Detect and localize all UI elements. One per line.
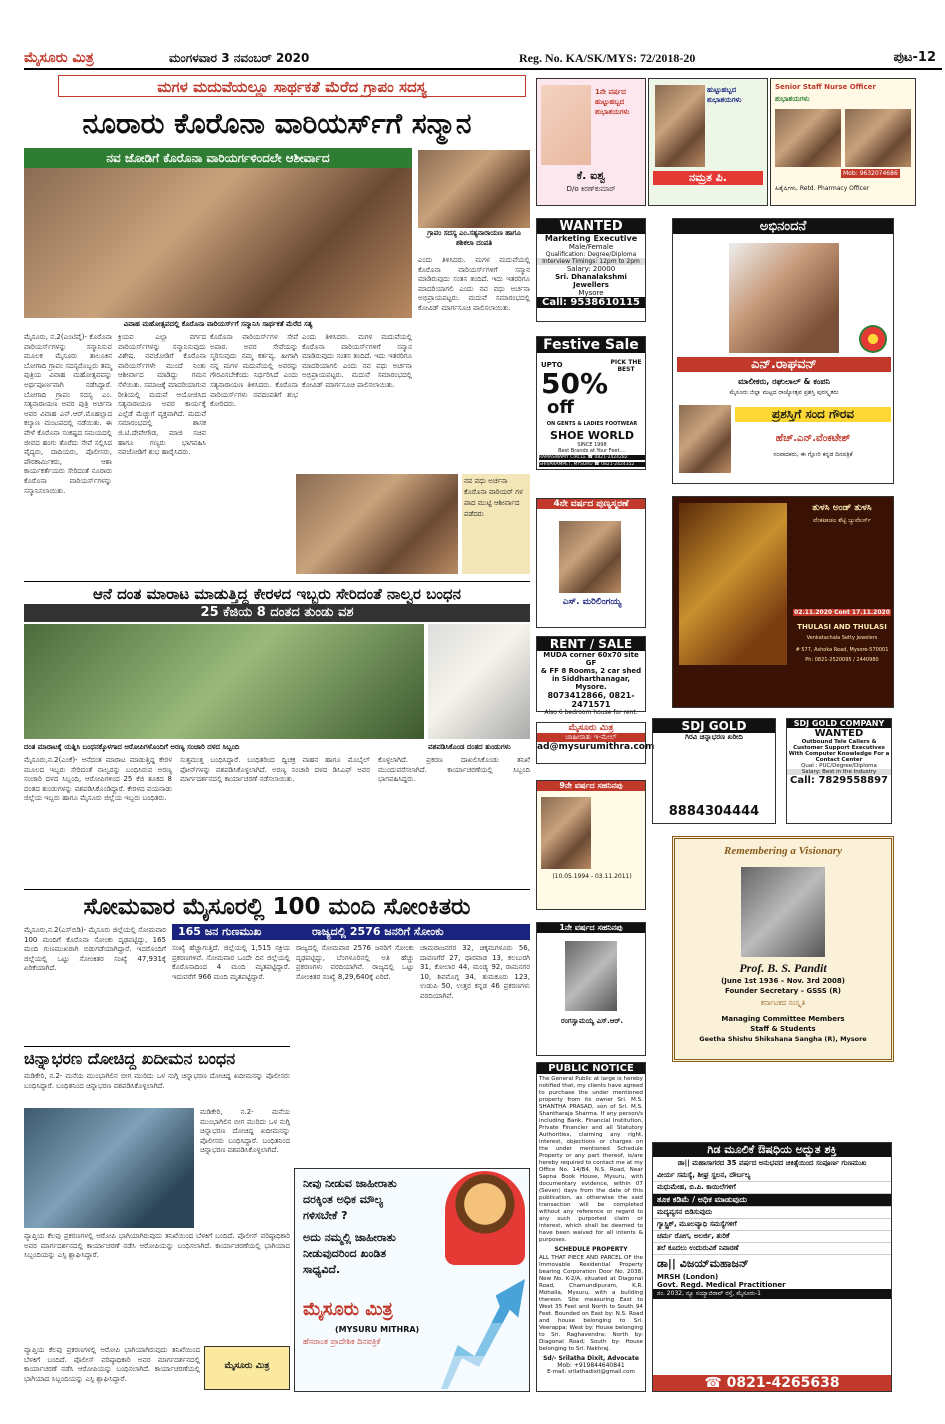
birthday-1-title: 1ನೇ ವರ್ಷದ ಹುಟ್ಟುಹಬ್ಬದ ಶುಭಾಶಯಗಳು <box>595 88 630 116</box>
sdj-company-wanted: WANTED <box>814 728 864 739</box>
house-ad-line-3: ಗಳಿಸಬೇಕೆ ? <box>303 1209 348 1222</box>
notice-mob: Mob: +919844640841 <box>557 1362 625 1369</box>
sdj-company-call: Call: 7829558897 <box>789 775 888 786</box>
wanted-role: Marketing Executive <box>544 234 638 243</box>
ivory-column-3: ಕೊಳ್ಳಲಾಗಿದೆ. ಪ್ರಕರಣ ದಾಖಲಿಸಿಕೊಂಡು ತನಿಖೆ ಮುಂದುವರೆಸಲಾಗಿದೆ. ಕಾರ್ಯಾಚರಣೆಯಲ್ಲಿ ಸಿಬ್ಬಂದಿ ಭಾಗವಹಿಸಿದ್ದರು. <box>378 756 530 784</box>
memory-ad <box>672 836 894 1062</box>
wanted-call: Call: 9538610115 <box>537 297 645 308</box>
wish-3-photo-1 <box>775 109 841 167</box>
ivory-arrest-caption: ದಂತ ಮಾರಾಟಕ್ಕೆ ಯತ್ನಿಸಿ ಬಂಧನಕ್ಕೊಳಗಾದ ಆರೋಪಿಗಳೊಂದಿಗೆ ಅರಣ್ಯ ಸಂಚಾರಿ ದಳದ ಸಿಬ್ಬಂದಿ <box>24 743 240 751</box>
wish-3-title: ಶುಭಾಶಯಗಳು <box>775 95 810 103</box>
herbal-medicine-ad <box>652 1142 892 1392</box>
theft-column-1: ಮಡಿಕೇರಿ, ನ.2- ಮನೆಯ ಮುಂಭಾಗಿಲಿನ ಬೀಗ ಮುರಿದು ಒಳ ನುಗ್ಗಿ ಚಿನ್ನಾಭರಣ ದೋಚಿದ್ದ ಖದೀಮನನ್ನು ಪೊಲೀಸರು ಬಂಧಿಸಿದ್ದಾರೆ. ಬಂಧಿತನಿಂದ ಚಿನ್ನಾಭರಣ ವಶಪಡಿಸಿಕೊಳ್ಳಲಾಗಿದೆ. <box>24 1072 290 1090</box>
ivory-tusks-photo <box>428 624 530 739</box>
thulasi-title: ತುಳಸಿ ಅಂಡ್ ತುಳಸಿ <box>812 503 872 513</box>
covid-column-4: ಚಾಮರಾಜನಗರ 32, ಚಿಕ್ಕಮಗಳೂರು 56, ದಾವಣಗೆರೆ 27, ಧಾರವಾಡ 13, ಕಲಬುರಗಿ 31, ಕೋಲಾರ 44, ಮಂಡ್ಯ 92, ರಾಮನಗರ 10, ಶಿವಮೊಗ್ಗ 34, ತುಮಕೂರು 123, ಉಡುಪಿ 50, ಉತ್ತರ ಕನ್ನಡ 46 ಪ್ರಕರಣಗಳು ವರದಿಯಾಗಿವೆ. <box>420 944 530 1000</box>
nuptial-photo <box>559 521 621 593</box>
house-ad-line-1: ನೀವು ನೀಡುವ ಜಾಹೀರಾತು <box>303 1177 397 1190</box>
wish-ad-3 <box>770 78 916 206</box>
festive-address-2: SHIVARAMPET, MYSURU ☎ 0821-2424352 <box>539 462 645 467</box>
wish-3-photo-2 <box>845 109 911 167</box>
sdj-gold-phone: 8884304444 <box>668 804 760 819</box>
sdj-company-title: SDJ GOLD COMPANY <box>787 719 891 728</box>
memory-role: Founder Secretary – GSSS (R) <box>725 987 841 995</box>
birthday-2-name: ನಮ್ರತ ಪಿ. <box>653 171 763 185</box>
birthday-ad-1 <box>536 78 646 206</box>
thulasi-shop-photo <box>679 503 787 665</box>
lead-column-4: ಎಂದು ತಿಳಿಸಿದರು. ಮಗಳ ಮದುವೆಯಲ್ಲಿ ಕೊರೊನಾ ವಾರಿಯರ್ಸ್‌ಗಳಿಗೆ ಸನ್ಮಾನ ಮಾಡಿರುವುದು ಸಂತಸ ತಂದಿದೆ. ಇದು ಇತರರಿಗೂ ಮಾದರಿಯಾಗಲಿ ಎಂದು ನವ ವಧು ಅರ್ಚನಾ ಅಭಿಪ್ರಾಯಪಟ್ಟರು. ಮದುವೆ ಸಮಾರಂಭದಲ್ಲಿ ಕೋವಿಡ್ ಮಾರ್ಗಸೂಚಿ ಪಾಲಿಸಲಾಯಿತು. <box>302 333 412 389</box>
anniversary-9-photo <box>541 797 591 869</box>
festive-pick: PICK THE BEST <box>610 359 642 373</box>
memory-from-1: Managing Committee Members <box>721 1015 845 1023</box>
masthead-reg: Reg. No. KA/SK/MYS: 72/2018-20 <box>519 51 696 65</box>
public-notice <box>536 1062 646 1392</box>
wanted-title: WANTED <box>537 219 645 234</box>
covid-state-cases: ರಾಜ್ಯದಲ್ಲಿ 2576 ಜನರಿಗೆ ಸೋಂಕು <box>312 925 444 938</box>
thulasi-phone: Ph: 0821-2520095 / 2440980 <box>805 657 879 663</box>
email-ad-address: ad@mysurumithra.com <box>537 742 655 752</box>
herbal-regd: Govt. Regd. Medical Practitioner <box>657 1281 786 1289</box>
house-ad-line-6: ಸಾಧ್ಯವಿದೆ. <box>303 1263 341 1276</box>
email-ad-label: ಜಾಹೀರಾತು ಇ-ಮೇಲ್ <box>537 733 645 742</box>
herbal-item-3: ತೂಕ ಕಡಿಮೆ / ಅಧಿಕ ಮಾಡುವುದು <box>653 1194 891 1207</box>
lead-column-1: ಮೈಸೂರು, ನ.2(ಎಂಟಿವೈ)- ಕೊರೊನಾ ವಾರಿಯರ್ಸ್‌ಗಳನ್ನು ಸನ್ಮಾನಿಸುವ ಮೂಲಕ ಮೈಸೂರು ತಾಲೂಕಿನ ಬೋಗಾದಿ ಗ್ರಾಪಂ ಸದಸ್ಯರೊಬ್ಬರು ತಮ್ಮ ಪುತ್ರಿಯ ವಿವಾಹ ಮಹೋತ್ಸವವನ್ನು ಅರ್ಥಪೂರ್ಣವಾಗಿ ನಡೆಸಿದ್ದಾರೆ. ಬೋಗಾದಿ ಗ್ರಾಪಂ ಸದಸ್ಯ ಎಂ. ಸತ್ಯನಾರಾಯಣ ಅವರ ಪುತ್ರಿ ಅರ್ಚನಾ ಅವರ ವಿವಾಹ ಎನ್.ಆರ್.ಮೊಹಲ್ಲಾದ ಕಲ್ಯಾಣ ಮಂಟಪದಲ್ಲಿ ನಡೆಯಿತು. ಈ ವೇಳೆ ಕೊರೊನಾ ಸಂಕಷ್ಟದ ಸಮಯದಲ್ಲಿ ಜೀವದ ಹಂಗು ತೊರೆದು ಸೇವೆ ಸಲ್ಲಿಸಿದ ವೈದ್ಯರು, ದಾದಿಯರು, ಪೊಲೀಸರು, ಪೌರಕಾರ್ಮಿಕರು, ಆಶಾ ಕಾರ್ಯಕರ್ತೆಯರು ಸೇರಿದಂತೆ ನೂರಾರು ಕೊರೊನಾ ವಾರಿಯರ್ಸ್‌ಗಳನ್ನು ಸನ್ಮಾನಿಸಲಾಯಿತು. <box>24 333 112 495</box>
anniversary-1-title: 1ನೇ ವರ್ಷದ ಸಹನಿನಪು <box>537 923 645 933</box>
wanted-company: Sri. Dhanalakshmi Jewellers <box>555 273 627 289</box>
covid-column-3: ರಾಜ್ಯದಲ್ಲಿ ಸೋಮವಾರ 2576 ಜನರಿಗೆ ಸೋಂಕು ದೃಢಪಟ್ಟಿದ್ದು, ಬೆಂಗಳೂರಿನಲ್ಲಿ ಅತಿ ಹೆಚ್ಚು ಪ್ರಕರಣಗಳು ವರದಿಯಾಗಿವೆ. ರಾಜ್ಯದಲ್ಲಿ ಒಟ್ಟು ಸೋಂಕಿತರ ಸಂಖ್ಯೆ 8,29,640ಕ್ಕೆ ಏರಿದೆ. <box>296 944 414 981</box>
lead-headline: ನೂರಾರು ಕೊರೊನಾ ವಾರಿಯರ್ಸ್‌ಗೆ ಸನ್ಮಾನ <box>82 107 472 140</box>
birthday-1-photo <box>541 85 591 165</box>
email-ad-brand: ಮೈಸೂರು ಮಿತ್ರ <box>568 723 614 733</box>
theft-column-4: ವ್ಯಾಪ್ತಿಯ ಕೆಲವು ಪ್ರಕರಣಗಳಲ್ಲಿ ಆರೋಪಿ ಭಾಗಿಯಾಗಿರುವುದು ತನಿಖೆಯಿಂದ ಬೆಳಕಿಗೆ ಬಂದಿದೆ. ಪೊಲೀಸ್ ವರಿಷ್ಠಾಧಿಕಾರಿ ಅವರ ಮಾರ್ಗದರ್ಶನದಲ್ಲಿ ಕಾರ್ಯಾಚರಣೆ ನಡೆಸಿ ಆರೋಪಿಯನ್ನು ಬಂಧಿಸಲಾಗಿದೆ. ಕಾರ್ಯಾಚರಣೆಯಲ್ಲಿ ಭಾಗಿಯಾದ ಸಿಬ್ಬಂದಿಯನ್ನು ಎಸ್ಪಿ ಶ್ಲಾಘಿಸಿದ್ದಾರೆ. <box>24 1346 200 1383</box>
tribute-title: ಅಭಿನಂದನೆ <box>673 219 893 234</box>
ivory-arrest-photo <box>24 624 424 739</box>
growth-arrow-icon <box>441 1279 525 1389</box>
sdj-company-line-4: Contact Center <box>815 757 863 763</box>
memory-photo <box>741 867 825 957</box>
masthead <box>24 50 942 70</box>
sdj-gold-title: SDJ GOLD <box>653 719 775 733</box>
rent-line-3: in Siddharthanagar, Mysore. <box>551 675 631 691</box>
page-number: ಪುಟ-12 <box>893 50 936 65</box>
birthday-1-name: ಕೆ. ಐಶ್ವ <box>576 169 606 182</box>
theft-headline: ಚಿನ್ನಾಭರಣ ದೋಚಿದ್ದ ಖದೀಮನ ಬಂಧನ <box>24 1046 290 1070</box>
ivory-column-2: ಸುತ್ತಮುತ್ತ ಬಂಧಿಸಿದ್ದಾರೆ. ಬಂಧಿತರಿಂದ ದ್ವಿಚಕ್ರ ವಾಹನ ಹಾಗೂ ಮೊಬೈಲ್ ಫೋನ್‌ಗಳನ್ನು ವಶಪಡಿಸಿಕೊಳ್ಳಲಾಗಿದೆ. ಅರಣ್ಯ ಸಂಚಾರಿ ದಳದ ಡಿಸಿಎಫ್ ಅವರ ಮಾರ್ಗದರ್ಶನದಲ್ಲಿ ಕಾರ್ಯಾಚರಣೆ ನಡೆಸಲಾಯಿತು. <box>180 756 370 784</box>
wanted-gender: Male/Female <box>568 243 614 251</box>
herbal-address: ನಂ. 2032, ನ್ಯೂ ಸಯ್ಯಾಜಿರಾವ್ ರಸ್ತೆ, ಮೈಸೂರು-1 <box>653 1289 891 1299</box>
herbal-item-6: ಚರ್ಮ ರೋಗ, ಅಲರ್ಜಿ, ತುರಿಕೆ <box>653 1231 891 1243</box>
thulasi-name-2: Venkatachala Setty Jewelers <box>806 635 878 641</box>
nuptial-title: 4ನೇ ವರ್ಷದ ಪುಣ್ಯಸ್ಮರಣೆ <box>537 499 645 509</box>
rent-line-1: MUDA corner 60x70 site GF <box>543 651 639 667</box>
herbal-intro: ಡಾ|| ಮಹಾಸಾಗರದ 35 ವರ್ಷದ ಅನುಭವದ ಚಿಕಿತ್ಸೆಯಿಂದ ಸಂಪೂರ್ಣ ಗುಣಮುಖ <box>677 1159 867 1167</box>
tribute-desc-1: ಮಾಲೀಕರು, ರಘುಲಾಲ್ & ಕಂಪನಿ <box>738 377 830 386</box>
sdj-company-qual: Qual : PUC/Degree/Diploma <box>801 763 877 769</box>
herbal-item-5: ಗ್ಯಾಸ್ಟ್ರಿಕ್, ಮೂಲವ್ಯಾಧಿ ಸಮಸ್ಯೆಗಳಿಗೆ <box>653 1219 891 1231</box>
birthday-1-parents: D/o ಕಿರಣ್‌ಕುಮಾರ್ <box>566 185 616 193</box>
rent-line-2: & FF 8 Rooms, 2 car shed <box>540 667 642 675</box>
wish-3-mob: Mob: 9632074686 <box>843 170 898 177</box>
wanted-salary: Salary: 20000 <box>566 265 616 273</box>
anniversary-1-ad <box>536 922 646 1056</box>
covid-column-1: ಮೈಸೂರು,ನ.2(ಎಸ್‌ಬಿಡಿ)- ಮೈಸೂರು ಜಿಲ್ಲೆಯಲ್ಲಿ ಸೋಮವಾರ 100 ಮಂದಿಗೆ ಕೊರೊನಾ ಸೋಂಕು ದೃಢಪಟ್ಟಿದ್ದು, 165 ಮಂದಿ ಗುಣಮುಖರಾಗಿ ಬಿಡುಗಡೆಯಾಗಿದ್ದಾರೆ. ಇದರೊಂದಿಗೆ ಜಿಲ್ಲೆಯಲ್ಲಿ ಒಟ್ಟು ಸೋಂಕಿತರ ಸಂಖ್ಯೆ 47,931ಕ್ಕೆ ಏರಿಕೆಯಾಗಿದೆ. <box>24 926 166 973</box>
wish-3-role: Senior Staff Nurse Officer <box>775 83 876 91</box>
festive-upto: UPTO <box>541 361 563 369</box>
member-portrait <box>418 150 530 228</box>
birthday-2-title: ಹುಟ್ಟುಹಬ್ಬದ ಶುಭಾಶಯಗಳು <box>707 86 742 104</box>
wanted-qualification: Qualification: Degree/Diploma <box>545 251 637 258</box>
ivory-subhead: 25 ಕೆಜಿಯ 8 ದಂತದ ತುಂಡು ವಶ <box>24 604 530 622</box>
wanted-city: Mysore <box>578 289 604 297</box>
flower-icon <box>859 325 887 353</box>
memory-dates: (June 1st 1936 – Nov. 3rd 2008) <box>721 977 845 985</box>
memory-kannada: ಕರ್ನಾಟಕದ ಸಂಸ್ಕೃತಿ <box>760 999 806 1007</box>
herbal-degree: MRSH (London) <box>657 1273 719 1281</box>
anniversary-9-ad <box>536 780 646 910</box>
herbal-item-2: ಮಧುಮೇಹ, ಬಿ.ಪಿ. ಕಾಯಿಲೆಗಳಿಗೆ <box>653 1182 891 1194</box>
herbal-title: ಗಿಡ ಮೂಲಿಕೆ ಔಷಧಿಯ ಅದ್ಭುತ ಶಕ್ತಿ <box>653 1143 891 1157</box>
small-brand-label: ಮೈಸೂರು ಮಿತ್ರ <box>224 1361 270 1371</box>
sdj-company-line-2: Customer Support Executives <box>793 745 885 751</box>
tribute-ad <box>672 218 894 484</box>
sdj-company-salary: Salary: Best in the Industry <box>787 769 891 775</box>
rent-sale-ad <box>536 636 646 716</box>
herbal-item-4: ಮದ್ಯವ್ಯಸನ ಬಿಡಿಸುವುದು <box>653 1207 891 1219</box>
lead-column-5: ಎಂದು ತಿಳಿಸಿದರು. ಮಗಳ ಮದುವೆಯಲ್ಲಿ ಕೊರೊನಾ ವಾರಿಯರ್ಸ್‌ಗಳಿಗೆ ಸನ್ಮಾನ ಮಾಡಿರುವುದು ಸಂತಸ ತಂದಿದೆ. ಇದು ಇತರರಿಗೂ ಮಾದರಿಯಾಗಲಿ ಎಂದು ನವ ವಧು ಅರ್ಚನಾ ಅಭಿಪ್ರಾಯಪಟ್ಟರು. ಮದುವೆ ಸಮಾರಂಭದಲ್ಲಿ ಕೋವಿಡ್ ಮಾರ್ಗಸೂಚಿ ಪಾಲಿಸಲಾಯಿತು. <box>418 256 530 312</box>
member-portrait-caption: ಗ್ರಾಪಂ ಸದಸ್ಯ ಎಂ.ಸತ್ಯನಾರಾಯಣ ಹಾಗೂ ಶಶಿಕಲಾ ದಂಪತಿ <box>427 229 521 247</box>
wanted-timing: Interview Timings: 12pm to 2pm <box>537 258 645 265</box>
lead-subhead: ನವ ಜೋಡಿಗೆ ಕೊರೊನಾ ವಾರಿಯರ್ಗಳಿಂದಲೇ ಆಶೀರ್ವಾದ <box>24 148 412 168</box>
wedding-photo-caption: ವಿವಾಹ ಮಹೋತ್ಸವದಲ್ಲಿ ಕೊರೊನಾ ವಾರಿಯರ್ಸ್‌ಗೆ ಸನ್ಮಾನಿಸಿ ಸಾರ್ಥಕತೆ ಮೆರೆದ ಸತ್ಯ <box>123 320 313 328</box>
wanted-ad <box>536 218 646 322</box>
memory-title: Remembering a Visionary <box>724 845 842 857</box>
festive-sale-ad <box>536 336 646 470</box>
theft-police-photo <box>24 1108 194 1228</box>
notice-sign: Sd/- Srilatha Dixit, Advocate <box>543 1355 639 1362</box>
herbal-item-7: ತಲೆ ಕೂದಲು ಉದುರುವಿಕೆ ನಿವಾರಣೆ <box>653 1243 891 1255</box>
festive-brand: SHOE WORLD <box>550 429 634 442</box>
covid-recovered: 165 ಜನ ಗುಣಮುಖ <box>178 925 262 938</box>
sdj-company-ad <box>786 718 892 824</box>
notice-email: E-mail: srilathadixit@gmail.com <box>547 1369 635 1375</box>
wish-3-footer: ಹಿತೈಷಿಗಳು, Retd. Pharmacy Officer <box>775 185 870 192</box>
festive-since: SINCE 1998 <box>577 442 607 448</box>
small-brand-box <box>204 1346 290 1390</box>
tribute-desc-2: ಮೈಸೂರು ಜಿಲ್ಲಾ ಮಟ್ಟದ ರಾಜ್ಯೋತ್ಸವ ಪ್ರಶಸ್ತಿ ಪುರಸ್ಕೃತರು <box>729 389 839 396</box>
memory-from-2: Staff & Students <box>750 1025 816 1033</box>
festive-sub: ON GENTS & LADIES FOOTWEAR <box>546 421 638 427</box>
covid-column-2: ಸಂಖ್ಯೆ ಹೆಚ್ಚಾಗುತ್ತಿದೆ. ಜಿಲ್ಲೆಯಲ್ಲಿ 1,515 ಸಕ್ರಿಯ ಪ್ರಕರಣಗಳಿವೆ. ಸೋಮವಾರ ಒಂದೇ ದಿನ ಜಿಲ್ಲೆಯಲ್ಲಿ ಕೊರೊನಾದಿಂದ 4 ಮಂದಿ ಮೃತಪಟ್ಟಿದ್ದಾರೆ. ಇದುವರೆಗೆ 966 ಮಂದಿ ಮೃತಪಟ್ಟಿದ್ದಾರೆ. <box>172 944 290 981</box>
notice-title: PUBLIC NOTICE <box>537 1063 645 1074</box>
festive-tag: Best Brands at Your Feet.... <box>558 448 626 454</box>
wedding-photo <box>24 168 412 318</box>
house-ad-tagline: ಹೆಸರಾಂತ ಪ್ರಾದೇಶಿಕ ದಿನಪತ್ರಿಕೆ <box>303 1337 381 1346</box>
bride-blessing-note: ನವ ವಧು ಅರ್ಚನಾ ಕೊರೊನಾ ವಾರಿಯರ್ ಗಳ ಪಾದ ಮುಟ್ಟಿ ಆಶೀರ್ವಾದ ಪಡೆದರು <box>462 474 530 574</box>
anniversary-9-dates: (10.05.1994 - 03.11.2011) <box>552 873 632 880</box>
covid-headline: ಸೋಮವಾರ ಮೈಸೂರಲ್ಲಿ 100 ಮಂದಿ ಸೋಂಕಿತರು <box>83 894 471 920</box>
anniversary-1-photo <box>565 941 617 1011</box>
house-ad-brand: ಮೈಸೂರು ಮಿತ್ರ <box>303 1299 393 1320</box>
sdj-company-line-3: With Computer Knowledge For a <box>788 751 890 757</box>
birthday-ad-2 <box>648 78 768 206</box>
memory-name: Prof. B. S. Pandit <box>739 961 827 975</box>
sdj-gold-sub: ಗಿರವಿ ಚಿನ್ನಾಭರಣ ಖರೀದಿ <box>685 733 743 741</box>
birthday-2-photo <box>655 85 705 167</box>
notice-schedule-body: ALL THAT PIECE AND PARCEL OF the Immovable Residential Property bearing Corporation Door No. 2038, New No. K-2/A, situated at Diagonal Road, Chamundipuram, K.R. Mohalla, Mysuru, with a building thereon. Site measuring East to West 35 Feet and North to South 94 Feet. Bounded on East by: N.S. Road and house belonging to Sri. Veerappa; West by: House belonging to Sri. Raghavendra; North by: Diagonal Road; South by: House belonging to Sri. Nakhraj. <box>539 1255 643 1352</box>
house-ad-line-4: ಅದು ನಮ್ಮಲ್ಲಿ ಜಾಹೀರಾತು <box>303 1231 396 1244</box>
sdj-company-line-1: Outbound Tele Callers & <box>801 739 877 745</box>
festive-address-1: RAMASWAMY CIRCLE ☎ 0821-2424282 <box>539 455 645 460</box>
thulasi-name: THULASI AND THULASI <box>797 623 887 631</box>
notice-body: The General Public at large is hereby notified that, my clients have agreed to purchase the under mentioned property from its owner Sri. M.S. SHANTHA PRASAD, son of Sri. M.S. Shantharaja Sharma. If any person/s including Bank, Financial Institution, Private Financier and all Statutory Authorities, claiming any right, interest, objections or charges on the under mentioned Schedule Property or any part thereof, is/are hereby required to contact me at my Office No. 14/B4, N.S. Road, Near Sapna Book House, Mysuru, with documentary evidence, within 07 (Seven) days from the date of this publication, as otherwise the said transaction will be completed without any reference or regard to any such purported claim or interest, which shall be deemed to have been waived for all intents & purposes. <box>539 1076 643 1243</box>
rent-note: Also 6 bedroom house for rent. <box>544 709 638 716</box>
anniversary-9-title: 9ನೇ ವರ್ಷದ ಸಹನಿನಪು <box>537 781 645 791</box>
herbal-doctor: ಡಾ|| ವಿಜಯ್‌ಮಹಾಜನ್ <box>657 1257 749 1270</box>
tribute-name: ಎನ್.ರಾಘವನ್ <box>677 357 891 372</box>
mascot-illustration <box>445 1171 525 1265</box>
nuptial-name: ಎಸ್. ಮರಿಲಿಂಗಯ್ಯ <box>562 597 622 607</box>
theft-column-3: ವ್ಯಾಪ್ತಿಯ ಕೆಲವು ಪ್ರಕರಣಗಳಲ್ಲಿ ಆರೋಪಿ ಭಾಗಿಯಾಗಿರುವುದು ತನಿಖೆಯಿಂದ ಬೆಳಕಿಗೆ ಬಂದಿದೆ. ಪೊಲೀಸ್ ವರಿಷ್ಠಾಧಿಕಾರಿ ಅವರ ಮಾರ್ಗದರ್ಶನದಲ್ಲಿ ಕಾರ್ಯಾಚರಣೆ ನಡೆಸಿ ಆರೋಪಿಯನ್ನು ಬಂಧಿಸಲಾಗಿದೆ. ಕಾರ್ಯಾಚರಣೆಯಲ್ಲಿ ಭಾಗಿಯಾದ ಸಿಬ್ಬಂದಿಯನ್ನು ಎಸ್ಪಿ ಶ್ಲಾಘಿಸಿದ್ದಾರೆ. <box>24 1232 290 1260</box>
herbal-phone: ☎ 0821-4265638 <box>653 1375 891 1391</box>
nuptial-ad <box>536 498 646 628</box>
house-ad-line-5: ನೀಡುವುದರಿಂದ ಖಂಡಿತ <box>303 1247 387 1260</box>
memory-from-3: Geetha Shishu Shikshana Sangha (R), Mysore <box>699 1035 867 1043</box>
festive-percent: 50% <box>541 367 609 400</box>
lead-column-2: ಕ್ರಿಯವ ಎಲ್ಲಾ ವರ್ಗದ ವಾರಿಯರ್ಸ್‌ಗಳನ್ನು ಸನ್ಮಾನಿಸುವುದು ವಿಶೇಷ. ನವಜೋಡಿಗೆ ಕೊರೊನಾ ವಾರಿಯರ್ಸ್‌ಗಳೇ ಮುಂದೆ ನಿಂತು ಆಶೀರ್ವಾದ ಮಾಡಿದ್ದು ಗಮನ ಸೆಳೆಯಿತು. ಸಮಾಜಕ್ಕೆ ಮಾದರಿಯಾಗುವ ರೀತಿಯಲ್ಲಿ ಮದುವೆ ಆಯೋಜಿಸಿದ ಸತ್ಯನಾರಾಯಣ ಅವರ ಕಾರ್ಯಕ್ಕೆ ಎಲ್ಲೆಡೆ ಮೆಚ್ಚುಗೆ ವ್ಯಕ್ತವಾಗಿದೆ. ಮದುವೆ ಸಮಾರಂಭದಲ್ಲಿ ಶಾಸಕ ಜಿ.ಟಿ.ದೇವೇಗೌಡ, ಮಾಜಿ ಸಚಿವ ಹಾಗೂ ಗಣ್ಯರು ಭಾಗವಹಿಸಿ ನವಜೋಡಿಗೆ ಶುಭ ಹಾರೈಸಿದರು. <box>118 333 206 457</box>
thulasi-dates: 02.11.2020 Cont 17.11.2020 <box>794 609 890 616</box>
house-ad-brand-en: (MYSURU MITHRA) <box>335 1325 420 1334</box>
house-ad-line-2: ದರಕ್ಕಿಂತ ಅಧಿಕ ಮೌಲ್ಯ <box>303 1193 383 1206</box>
rent-phone: 8073412866, 0821-2471571 <box>547 691 635 709</box>
thulasi-jewellers-ad <box>672 496 894 708</box>
notice-schedule-title: SCHEDULE PROPERTY <box>554 1246 628 1253</box>
sdj-gold-ad <box>652 718 776 824</box>
ivory-tusks-caption: ವಶಪಡಿಸಿಕೊಂಡ ದಂತದ ತುಂಡುಗಳು <box>428 743 511 751</box>
house-ad <box>294 1168 530 1392</box>
festive-off: off <box>547 397 574 418</box>
tribute-from: ಹೆಚ್.ಎನ್.ವೆಂಕಟೇಶ್ <box>775 433 851 444</box>
masthead-date: ಮಂಗಳವಾರ 3 ನವಂಬರ್ 2020 <box>169 51 310 65</box>
lead-column-3: ಕೊರೊನಾ ವಾರಿಯರ್ಸ್‌ಗಳ ಸೇವೆ ಅಪಾರ. ಅವರ ಸೇವೆಯನ್ನು ಸ್ಮರಿಸುವುದು ನಮ್ಮ ಕರ್ತವ್ಯ. ಹೀಗಾಗಿ ನನ್ನ ಮಗಳ ಮದುವೆಯಲ್ಲಿ ಅವರನ್ನು ಗೌರವಿಸಬೇಕೆಂದು ನಿರ್ಧರಿಸಿದೆ ಎಂದು ಸತ್ಯನಾರಾಯಣ ತಿಳಿಸಿದರು. ಕೊರೊನಾ ವಾರಿಯರ್ಸ್‌ಗಳು ನವದಂಪತಿಗೆ ಶುಭ ಕೋರಿದರು. <box>210 333 298 409</box>
thulasi-sub: ವೆಂಕಟಾಚಲ ಶೆಟ್ಟಿ ಜ್ಯುವೆಲರ್ಸ್ <box>813 517 871 524</box>
email-ad <box>536 722 655 764</box>
herbal-item-1: ವೀರ್ಯ ಸಮಸ್ಯೆ, ಶೀಘ್ರ ಸ್ಖಲನ, ದೌರ್ಬಲ್ಯ <box>653 1170 891 1182</box>
ivory-headline: ಆನೆ ದಂತ ಮಾರಾಟ ಮಾಡುತ್ತಿದ್ದ ಕೇರಳದ ಇಬ್ಬರು ಸೇರಿದಂತೆ ನಾಲ್ವರ ಬಂಧನ <box>93 585 461 603</box>
thulasi-address: # 577, Ashoka Road, Mysore-570001 <box>795 647 889 653</box>
rent-title: RENT / SALE <box>537 637 645 651</box>
anniversary-1-name: ರಂಗಸ್ವಾಮಯ್ಯ ಎಸ್.ಆರ್. <box>561 1017 623 1025</box>
tribute-from-photo <box>679 405 731 473</box>
tribute-award: ಪ್ರಶಸ್ತಿಗೆ ಸಂದ ಗೌರವ <box>735 407 891 422</box>
masthead-logo: ಮೈಸೂರು ಮಿತ್ರ <box>24 50 94 66</box>
lead-kicker: ಮಗಳ ಮದುವೆಯಲ್ಲೂ ಸಾರ್ಥಕತೆ ಮೆರೆದ ಗ್ರಾಪಂ ಸದಸ್ಯ <box>58 75 526 97</box>
covid-stats-bar <box>172 924 530 940</box>
tribute-photo <box>729 243 839 353</box>
bride-blessing-photo <box>296 474 458 574</box>
theft-column-2: ಮಡಿಕೇರಿ, ನ.2- ಮನೆಯ ಮುಂಭಾಗಿಲಿನ ಬೀಗ ಮುರಿದು ಒಳ ನುಗ್ಗಿ ಚಿನ್ನಾಭರಣ ದೋಚಿದ್ದ ಖದೀಮನನ್ನು ಪೊಲೀಸರು ಬಂಧಿಸಿದ್ದಾರೆ. ಬಂಧಿತನಿಂದ ಚಿನ್ನಾಭರಣ ವಶಪಡಿಸಿಕೊಳ್ಳಲಾಗಿದೆ. <box>200 1108 290 1155</box>
festive-title: Festive Sale <box>537 337 645 353</box>
ivory-column-1: ಮೈಸೂರು,ನ.2(ಎಂಕೆ)- ಆನೆದಂತ ಮಾರಾಟ ಮಾಡುತ್ತಿದ್ದ ಕೇರಳ ಮೂಲದ ಇಬ್ಬರು ಸೇರಿದಂತೆ ನಾಲ್ವರನ್ನು ಬಂಧಿಸಿರುವ ಅರಣ್ಯ ಸಂಚಾರಿ ದಳದ ಸಿಬ್ಬಂದಿ, ಆರೋಪಿಗಳಿಂದ 25 ಕೆಜಿ ತೂಕದ 8 ದಂತದ ತುಂಡುಗಳನ್ನು ವಶಪಡಿಸಿಕೊಂಡಿದ್ದಾರೆ. ಕೇರಳದ ವಯನಾಡು ಜಿಲ್ಲೆಯ ಇಬ್ಬರು ಹಾಗೂ ಮೈಸೂರು ಜಿಲ್ಲೆಯ ಇಬ್ಬರು ಬಂಧಿತರು. <box>24 756 172 803</box>
tribute-from-desc: ಸಂಪಾದಕರು, ಈ ಗ್ಲೋರಿ ಕನ್ನಡ ದಿನಪತ್ರಿಕೆ <box>773 451 853 458</box>
